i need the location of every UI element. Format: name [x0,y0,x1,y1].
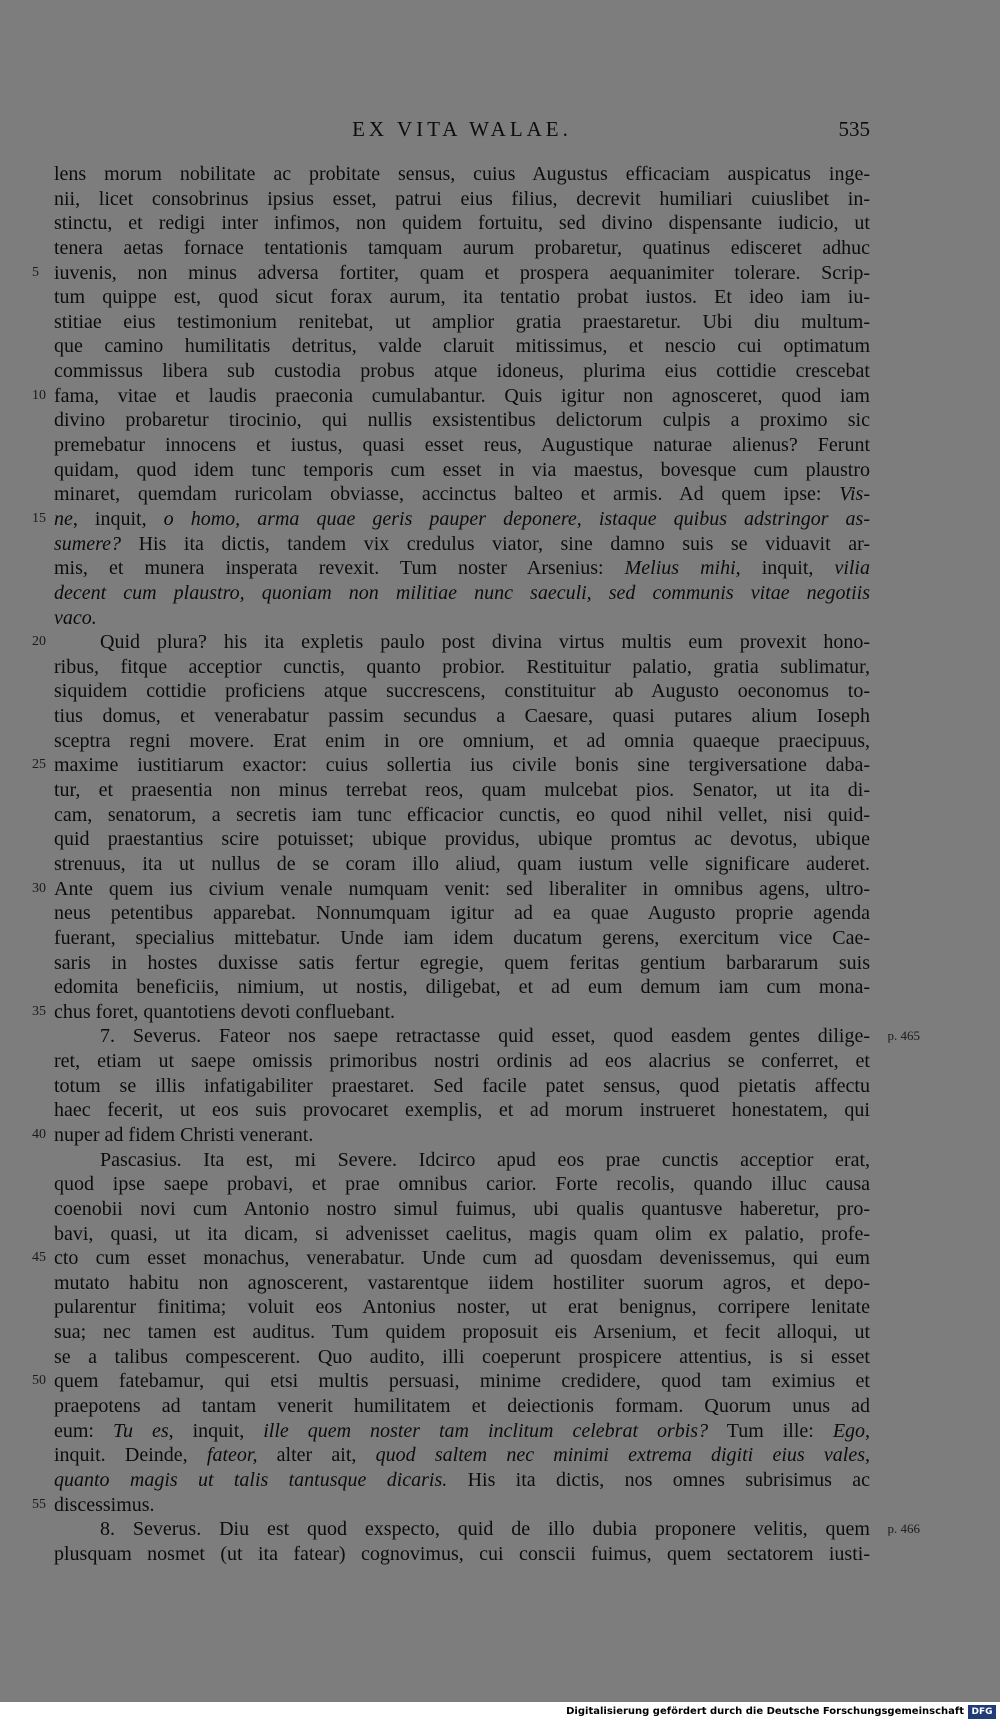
text-line [32,877,870,902]
italic-text: Ego, [832,1419,871,1442]
line-text: quem fatebamur, qui etsi multis persuasi, minime credidere, quod tam eximius et [54,1370,870,1393]
italic-text: decent cum plaustro, quoniam non militiae nunc saeculi, sed communis vitae negotiis [54,581,870,604]
line-text: quod ipse saepe probavi, et prae omnibus carior. Forte recolis, quando illuc causa [54,1173,870,1196]
text-line [54,1517,920,1542]
line-text: bavi, quasi, ut ita dicam, si advenisset caelitus, magis quam olim ex palatio, profe- [54,1222,870,1245]
text-line [54,704,870,729]
body-text [32,162,920,1567]
line-text: eum: [54,1419,113,1442]
text-line [54,1074,870,1099]
line-text: 7. Severus. Fateor nos saepe retractasse quid esset, quod easdem gentes dilige- [100,1025,870,1048]
line-text: stinctu, et redigi inter infimos, non quidem fortuitu, sed divino dispensante iudicio, ut [54,212,870,235]
line-text: 8. Severus. Diu est quod exspecto, quid de illo dubia proponere velitis, quem [100,1518,870,1541]
line-text: , inquit, [72,507,164,530]
italic-text: fateor, [206,1444,258,1467]
line-number: 45 [32,1250,46,1266]
line-number: 35 [32,1003,46,1019]
text-line [54,1172,870,1197]
digitization-footer [0,1702,1000,1723]
text-line [54,1271,870,1296]
line-text: Quid plura? his ita expletis paulo post divina virtus multis eum provexit hono- [100,631,870,654]
line-text: praepotens ad tantam venerit humilitatem et deiectionis formam. Quorum unus ad [54,1395,870,1418]
text-line [54,1197,870,1222]
text-line [32,1369,870,1394]
text-line [54,1443,870,1468]
line-text: nii, licet consobrinus ipsius esset, patrui eius filius, decrevit humiliari cuiuslibet in- [54,187,870,210]
text-line [54,285,870,310]
italic-text: vilia [834,557,870,580]
line-text: sua; nec tamen est auditus. Tum quidem proposuit eis Arsenium, et fecit alloqui, ut [54,1321,870,1344]
margin-page-reference: p. 465 [887,1028,920,1044]
text-line [54,310,870,335]
italic-text: sumere? [54,532,122,555]
text-line [54,655,870,680]
text-line [54,852,870,877]
line-text: cto cum esset monachus, venerabatur. Unde cum ad quosdam devenissemus, qui eum [54,1247,870,1270]
line-text: saris in hostes duxisse satis fertur egregie, quem feritas gentium barbararum suis [54,951,870,974]
line-number: 40 [32,1126,46,1142]
line-number: 50 [32,1373,46,1389]
text-line [54,458,870,483]
text-line [54,581,870,606]
text-line [54,926,870,951]
page-header [54,117,870,147]
line-text: lens morum nobilitate ac probitate sensus, cuius Augustus efficaciam auspicatus inge- [54,163,870,185]
line-text: ribus, fitque acceptior cunctis, quanto probior. Restituitur palatio, gratia sublimatur, [54,655,870,678]
text-line [54,1222,870,1247]
text-line [54,556,870,581]
line-number: 30 [32,880,46,896]
text-line [54,606,870,631]
line-number: 55 [32,1496,46,1512]
text-line [54,1148,870,1173]
text-line [54,827,870,852]
line-text: tius domus, et venerabatur passim secundus a Caesare, quasi putares alium Ioseph [54,705,870,728]
text-line [54,236,870,261]
text-line [32,384,870,409]
line-text: iuvenis, non minus adversa fortiter, quam et prospera aequanimiter tolerare. Scrip- [54,261,870,284]
italic-text: Vis- [839,483,870,506]
text-line [54,162,870,187]
line-text: quid praestantius scire potuisset; ubique providus, ubique promtus ac devotus, ubique [54,828,870,851]
italic-text: Tu es [112,1419,169,1442]
text-line [54,1320,870,1345]
line-text: siquidem cottidie proficiens atque succrescens, constituitur ab Augusto oeconomus to- [54,680,870,703]
text-line [32,1000,870,1025]
text-line [54,1024,920,1049]
italic-text: vaco. [54,606,97,629]
text-line [32,630,870,655]
text-line [54,1419,870,1444]
text-line [54,1468,870,1493]
text-line [54,778,870,803]
italic-text: ille quem noster tam inclitum celebrat orbis? [263,1419,709,1442]
italic-text: ne [54,507,73,530]
line-text: discessimus. [54,1493,155,1516]
text-line [54,951,870,976]
line-text: premebatur innocens et iustus, quasi esset reus, Augustique naturae alienus? Ferunt [54,434,870,457]
line-text: sceptra regni movere. Erat enim in ore omnium, et ad omnia quaeque praecipuus, [54,729,870,752]
line-text: tenera aetas fornace tentationis tamquam aurum probaretur, quatinus edisceret adhuc [54,236,870,259]
line-text: Pascasius. Ita est, mi Severe. Idcirco apud eos prae cunctis acceptior erat, [100,1148,870,1171]
line-text: ret, etiam ut saepe omissis primoribus nostri ordinis ad eos alacrius se conferret, et [54,1050,870,1073]
text-line [54,433,870,458]
line-text: cam, senatorum, a secretis iam tunc efficacior cunctis, eo quod nihil vellet, nisi quid- [54,803,870,826]
line-text: , inquit, [168,1419,264,1442]
line-text: se a talibus compescerent. Quo audito, illi coeperunt prospicere attentius, is si esset [54,1345,870,1368]
text-line [54,975,870,1000]
line-number: 15 [32,510,46,526]
text-line [54,482,870,507]
italic-text: o homo, arma quae geris pauper deponere, istaque quibus adstringor as- [163,507,870,530]
line-number: 20 [32,634,46,650]
page-number: 535 [838,117,870,141]
line-text: alter ait, [257,1444,376,1467]
line-text: inquit. Deinde, [54,1444,207,1467]
italic-text: quanto magis ut talis tantusque dicaris. [54,1468,448,1491]
text-line [32,1123,870,1148]
line-text: chus foret, quantotiens devoti confluebant. [54,1000,396,1023]
text-line [54,1098,870,1123]
line-text: pularentur finitima; voluit eos Antonius noster, ut erat benignus, corripere lenitate [54,1296,870,1319]
line-text: His ita dictis, tandem vix credulus viator, sine damno suis se viduavit ar- [121,532,870,555]
text-line [54,803,870,828]
margin-page-reference: p. 466 [887,1521,920,1537]
text-line [32,507,870,532]
line-text: coenobii novi cum Antonio nostro simul fuimus, ubi qualis quantusve haberetur, pro- [54,1197,870,1220]
text-line [32,753,870,778]
text-line [54,359,870,384]
text-line [54,1345,870,1370]
line-text: edomita beneficiis, nimium, ut nostis, diligebat, et ad eum demum iam cum mona- [54,976,870,999]
line-text: tum quippe est, quod sicut forax aurum, ita tentatio probat iustos. Et ideo iam iu- [54,286,870,309]
line-text: stitiae eius testimonium renitebat, ut amplior gratia praestaretur. Ubi diu multum- [54,310,870,333]
line-text: quidam, quod idem tunc temporis cum esset in via maestus, bovesque cum plaustro [54,458,870,481]
line-text: fuerant, specialius mittebatur. Unde iam idem ducatum gerens, exercitum vice Cae- [54,926,870,949]
line-text: plusquam nosmet (ut ita fatear) cognovimus, cui conscii fuimus, quem sectatorem iusti- [54,1542,870,1565]
line-text: Ante quem ius civium venale numquam venit: sed liberaliter in omnibus agens, ultro- [54,877,870,900]
line-text: mutato habitu non agnoscerent, vastarentque iidem hostiliter suorum agros, et depo- [54,1271,870,1294]
text-line [54,1295,870,1320]
line-text: divino probaretur tirocinio, qui nullis exsistentibus delictorum culpis a proximo sic [54,409,870,432]
line-text: neus petentibus apparebat. Nonnumquam igitur ad ea quae Augusto proprie agenda [54,902,870,925]
line-text: que camino humilitatis detritus, valde claruit mitissimus, et nescio cui optimatum [54,335,870,358]
line-text: totum se illis infatigabiliter praestaret. Sed facile patet sensus, quod pietatis affectu [54,1074,870,1097]
text-line [54,729,870,754]
line-number: 5 [32,264,39,280]
line-text: mis, et munera insperata revexit. Tum noster Arsenius: [54,557,625,580]
text-line [32,1493,870,1518]
line-text: commissus libera sub custodia probus atque idoneus, plurima eius cottidie crescebat [54,360,870,383]
text-line [54,1394,870,1419]
dfg-logo: DFG [968,1705,996,1719]
line-text: minaret, quemdam ruricolam obviasse, accinctus balteo et armis. Ad quem ipse: [54,483,840,506]
line-text: , inquit, [735,557,835,580]
text-line [54,1542,870,1567]
line-text: Tum ille: [708,1419,833,1442]
text-line [54,679,870,704]
text-line [54,408,870,433]
text-line [54,901,870,926]
line-text: strenuus, ita ut nullus de se coram illo aliud, quam iustum velle significare auderet. [54,852,870,875]
line-text: haec fecerit, ut eos suis provocaret exemplis, et ad morum instrueret honestatem, qui [54,1099,870,1122]
italic-text: Melius mihi [624,557,736,580]
text-line [54,187,870,212]
line-number: 10 [32,387,46,403]
text-line [32,261,870,286]
line-text: His ita dictis, nos omnes subrisimus ac [447,1468,870,1491]
line-text: tur, et praesentia non minus terrebat reos, quam mulcebat pios. Senator, ut ita di- [54,779,870,802]
funding-credit: Digitalisierung gefördert durch die Deutsche Forschungsgemeinschaft [566,1706,964,1717]
text-line [54,211,870,236]
text-line [54,1049,870,1074]
line-text: nuper ad fidem Christi venerant. [54,1123,314,1146]
line-text: fama, vitae et laudis praeconia cumulabantur. Quis igitur non agnosceret, quod iam [54,384,870,407]
italic-text: quod saltem nec minimi extrema digiti eius vales, [375,1444,870,1467]
line-text: maxime iustitiarum exactor: cuius sollertia ius civile bonis sine tergiversatione daba- [54,754,870,777]
line-number: 25 [32,757,46,773]
running-title: EX VITA WALAE. [352,117,572,141]
text-line [32,1246,870,1271]
text-line [54,334,870,359]
text-line [54,532,870,557]
